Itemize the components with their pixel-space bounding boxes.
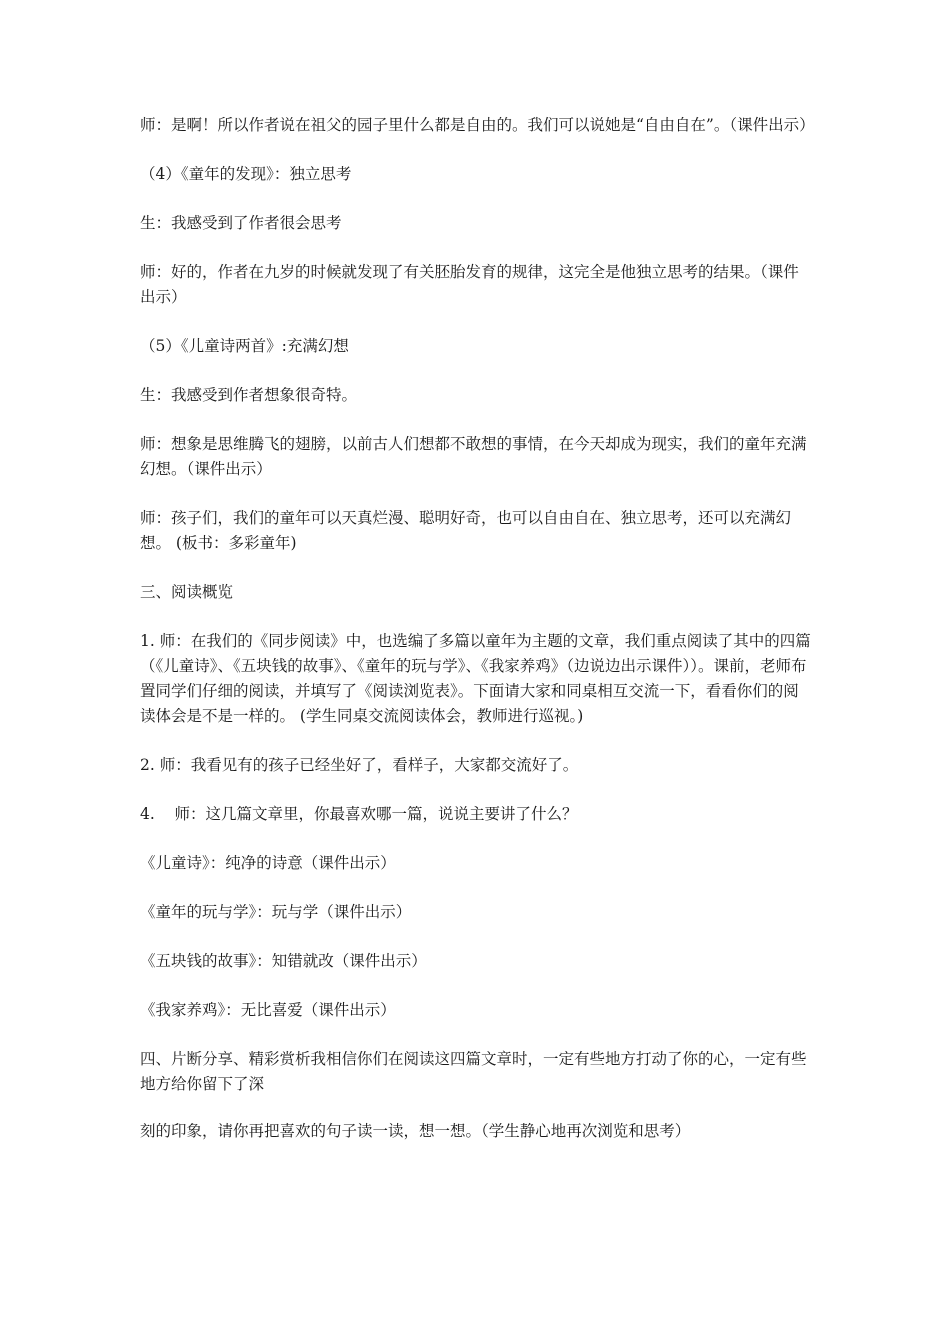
paragraph-heading-4: （4）《童年的发现》：独立思考 [140,165,352,183]
paragraph-item-1: 1. 师：在我们的《同步阅读》中，也选编了多篇以童年为主题的文章，我们重点阅读了其中的四篇（《儿童诗》、《五块钱的故事》、《童年的玩与学》、《我家养鸡》（边说边出示课件））。课前，老师布置同学们仔细的阅读，并填写了《阅读浏览表》。下面请大家和同桌相互交流一下，看看你们的阅读体会是不是一样的。 (学生同桌交流阅读体会，教师进行巡视。) [140,632,811,725]
paragraph-item-2: 2. 师：我看见有的孩子已经坐好了，看样子，大家都交流好了。 [140,756,579,774]
paragraph-heading-5: （5）《儿童诗两首》:充满幻想 [140,337,349,355]
paragraph-student-thinking: 生：我感受到了作者很会思考 [140,214,342,232]
paragraph-item-4: 4. 师：这几篇文章里，你最喜欢哪一篇，说说主要讲了什么？ [140,805,578,823]
section-heading-fragment-sharing: 四、片断分享、精彩赏析我相信你们在阅读这四篇文章时，一定有些地方打动了你的心，一定有些地方给你留下了深 [140,1050,807,1093]
document-body [140,113,815,1168]
paragraph-teacher-imagination: 师：想象是思维腾飞的翅膀，以前古人们想都不敢想的事情，在今天却成为现实，我们的童年充满幻想。（课件出示） [140,435,807,478]
paragraph-article-play-and-learn: 《童年的玩与学》：玩与学（课件出示） [140,903,412,921]
paragraph-article-children-poems: 《儿童诗》：纯净的诗意（课件出示） [140,854,396,872]
paragraph-teacher-summary: 师：孩子们，我们的童年可以天真烂漫、聪明好奇，也可以自由自在、独立思考，还可以充满幻想。 (板书：多彩童年) [140,509,792,552]
paragraph-student-imagination: 生：我感受到作者想象很奇特。 [140,386,358,404]
paragraph-article-raising-chickens: 《我家养鸡》：无比喜爱（课件出示） [140,1001,396,1019]
paragraph-teacher-embryo: 师：好的，作者在九岁的时候就发现了有关胚胎发育的规律，这完全是他独立思考的结果。（课件出示） [140,263,799,306]
paragraph-reading-instruction: 刻的印象，请你再把喜欢的句子读一读，想一想。（学生静心地再次浏览和思考） [140,1122,691,1140]
paragraph-teacher-freedom: 师：是啊！所以作者说在祖父的园子里什么都是自由的。我们可以说她是“自由自在”。（课件出示） [140,116,815,134]
section-heading-reading-overview: 三、阅读概览 [140,583,234,601]
paragraph-article-five-yuan: 《五块钱的故事》：知错就改（课件出示） [140,952,427,970]
